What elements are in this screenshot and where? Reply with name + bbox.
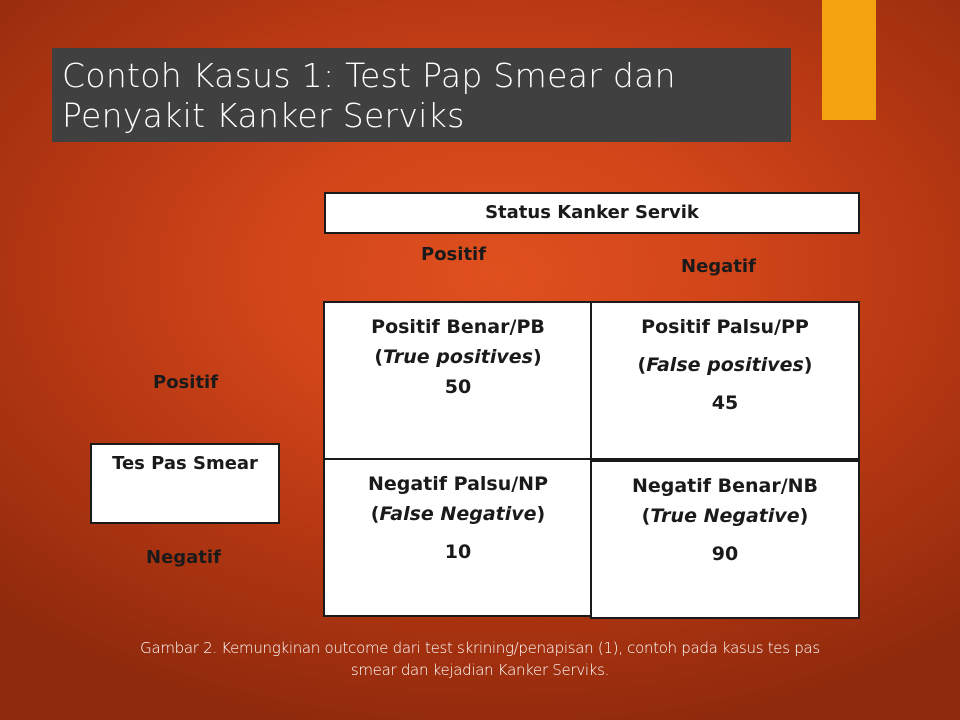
slide-title-line-2: Penyakit Kanker Serviks [62, 96, 465, 135]
cell-false-positive [590, 301, 860, 460]
column-positive-label: Positif [421, 244, 487, 265]
cell-english: (True positives) [374, 346, 542, 368]
cell-value: 50 [444, 376, 472, 398]
cell-value: 90 [711, 543, 739, 565]
cell-title: Positif Benar/PB [371, 316, 545, 338]
column-negative-label: Negatif [681, 256, 756, 277]
row-positive-label: Positif [153, 372, 219, 393]
cell-english: (True Negative) [641, 505, 809, 527]
accent-bar [822, 0, 876, 120]
cell-value: 10 [444, 541, 472, 563]
cell-value: 45 [711, 392, 739, 414]
cell-english: (False positives) [637, 354, 813, 376]
row-header-box: Tes Pas Smear [90, 443, 280, 524]
row-negative-label: Negatif [146, 547, 221, 568]
caption-line-1: Gambar 2. Kemungkinan outcome dari test skrining/penapisan (1), contoh pada kasus tes pas [140, 639, 820, 657]
caption-line-2: smear dan kejadian Kanker Serviks. [350, 661, 610, 679]
cell-true-positive [323, 301, 593, 464]
column-header-box: Status Kanker Servik [324, 192, 860, 234]
cell-false-negative [323, 458, 593, 617]
cell-title: Negatif Benar/NB [631, 475, 819, 497]
cell-title: Positif Palsu/PP [641, 316, 809, 338]
cell-title: Negatif Palsu/NP [367, 473, 549, 495]
figure-caption [20, 637, 940, 681]
slide-title-line-1: Contoh Kasus 1: Test Pap Smear dan [62, 56, 676, 95]
cell-english: (False Negative) [370, 503, 546, 525]
slide-title-box [52, 48, 791, 142]
cell-true-negative [590, 460, 860, 619]
